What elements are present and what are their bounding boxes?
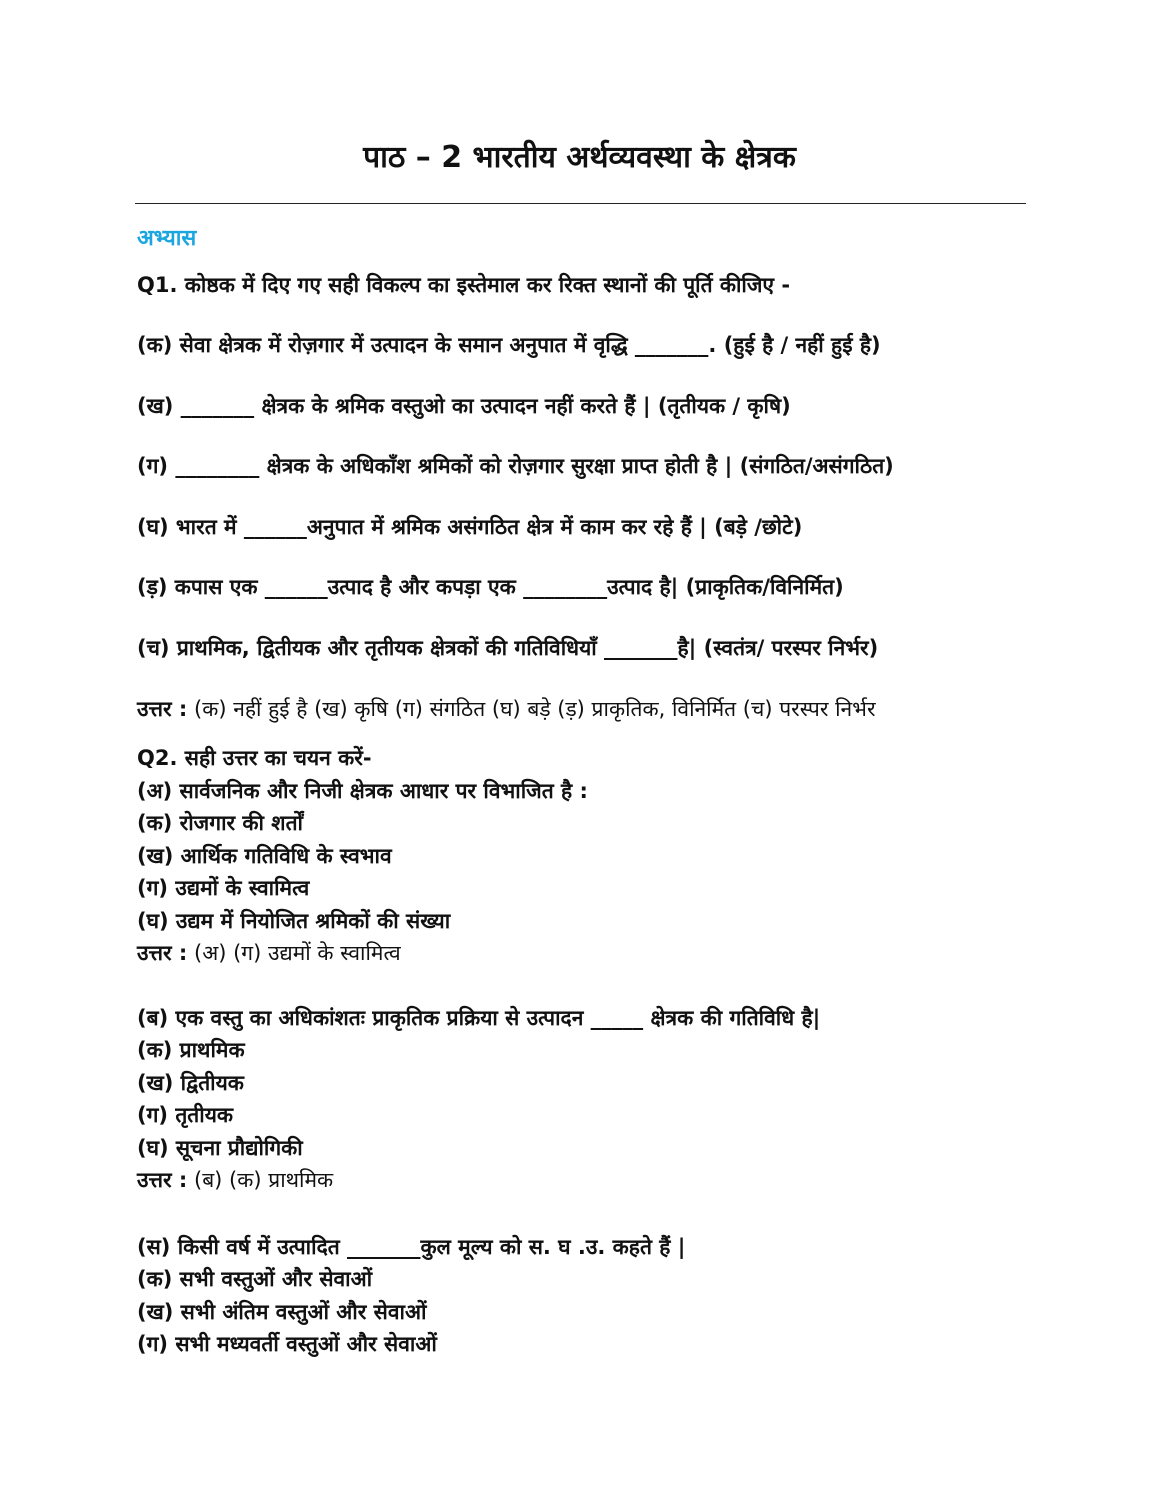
q2c-option: (क) सभी वस्तुओं और सेवाओं	[137, 1267, 373, 1291]
title-divider	[135, 203, 1026, 204]
q2b-option: (घ) सूचना प्रौद्योगिकी	[137, 1136, 303, 1160]
q2a-stem: (अ) सार्वजनिक और निजी क्षेत्रक आधार पर विभाजित है :	[137, 779, 588, 803]
q2c-option: (ग) सभी मध्यवर्ती वस्तुओं और सेवाओं	[137, 1332, 437, 1356]
q2a-option: (ख) आर्थिक गतिविधि के स्वभाव	[137, 844, 392, 868]
q2b-option: (ख) द्वितीयक	[137, 1071, 244, 1095]
q2c-stem: (स) किसी वर्ष में उत्पादित _______कुल मूल्य को स. घ .उ. कहते हैं |	[137, 1235, 686, 1259]
q2b-answer	[137, 1165, 333, 1195]
q1-question: Q1. कोष्ठक में दिए गए सही विकल्प का इस्तेमाल कर रिक्त स्थानों की पूर्ति कीजिए -	[137, 273, 791, 297]
q1-item: (ख) _______ क्षेत्रक के श्रमिक वस्तुओ का उत्पादन नहीं करते हैं | (तृतीयक / कृषि)	[137, 394, 791, 418]
q1-answer	[137, 694, 876, 724]
q1-item: (घ) भारत में ______अनुपात में श्रमिक असंगठित क्षेत्र में काम कर रहे हैं | (बड़े /छोटे)	[137, 515, 803, 539]
q2c-option: (ख) सभी अंतिम वस्तुओं और सेवाओं	[137, 1300, 427, 1324]
section-heading: अभ्यास	[137, 226, 197, 251]
answer-label: उत्तर :	[137, 941, 188, 965]
q2b-stem: (ब) एक वस्तु का अधिकांशतः प्राकृतिक प्रक्रिया से उत्पादन _____ क्षेत्रक की गतिविधि है|	[137, 1006, 821, 1030]
answer-label: उत्तर :	[137, 697, 188, 721]
answer-text: (क) नहीं हुई है (ख) कृषि (ग) संगठित (घ) बड़े (ड़) प्राकृतिक, विनिर्मित (च) परस्पर निर्भर	[187, 697, 876, 721]
q1-item: (ग) ________ क्षेत्रक के अधिकाँश श्रमिकों को रोज़गार सुरक्षा प्राप्त होती है | (संगठित/असंगठित)	[137, 454, 894, 478]
q1-item: (क) सेवा क्षेत्रक में रोज़गार में उत्पादन के समान अनुपात में वृद्धि _______. (हुई है / नहीं हुई है)	[137, 333, 881, 357]
q2a-option: (ग) उद्यमों के स्वामित्व	[137, 876, 310, 900]
q2b-option: (ग) तृतीयक	[137, 1103, 234, 1127]
q1-item: (च) प्राथमिक, द्वितीयक और तृतीयक क्षेत्रकों की गतिविधियाँ _______है| (स्वतंत्र/ परस्पर निर्भर)	[137, 636, 879, 660]
q1-item: (ड़) कपास एक ______उत्पाद है और कपड़ा एक ________उत्पाद है| (प्राकृतिक/विनिर्मित)	[137, 575, 844, 599]
answer-text: (अ) (ग) उद्यमों के स्वामित्व	[187, 941, 401, 965]
q2-question: Q2. सही उत्तर का चयन करें-	[137, 746, 372, 770]
page-title: पाठ – 2 भारतीय अर्थव्यवस्था के क्षेत्रक	[363, 140, 796, 175]
q2a-option: (क) रोजगार की शर्तों	[137, 811, 303, 835]
q2a-answer	[137, 938, 401, 968]
answer-text: (ब) (क) प्राथमिक	[187, 1168, 334, 1192]
answer-label: उत्तर :	[137, 1168, 188, 1192]
q2a-option: (घ) उद्यम में नियोजित श्रमिकों की संख्या	[137, 909, 451, 933]
q2b-option: (क) प्राथमिक	[137, 1038, 245, 1062]
